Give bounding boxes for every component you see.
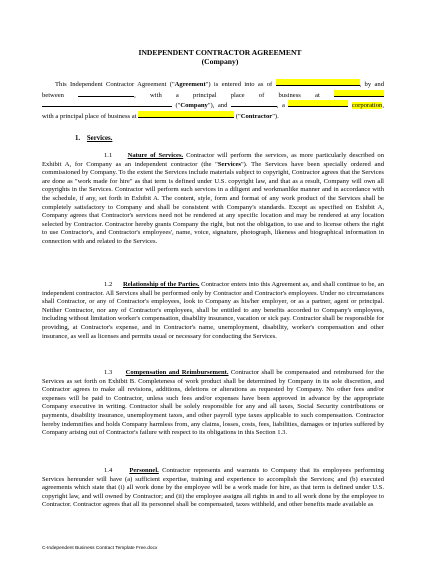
services-term: Services: [217, 160, 241, 168]
paragraph-1-2: 1.2 Relationship of the Parties. Contractor enters into this Agreement as, and shall continue to be, an independent contractor. All Services shall be performed only by Contractor and Contractor's employees. Under no circumstances shall Contractor, or any of Contractor's employees, look to Company as his/her employer, or as a partner, agent or principal. Neither Contractor, nor any of Contractor's employees, shall be entitled to any benefits accorded to Company's employees, including without limitation worker's compensation, disability insurance, vacation or sick pay. Contractor shall be responsible for providing, at Contractor's expense, and in Contractor's name, unemployment, disability, worker's compensation and other insurance, as well as licenses and permits usual or necessary for conducting the Services.: [42, 281, 385, 340]
date-blank-2[interactable]: [346, 79, 360, 86]
paragraph-heading: Personnel.: [129, 467, 159, 474]
agreement-term: Agreement: [174, 81, 206, 88]
paragraph-heading: Compensation and Reimbursement.: [125, 369, 229, 376]
company-address-blank[interactable]: [334, 90, 384, 97]
company-address-blank-2[interactable]: [42, 100, 172, 107]
date-blank[interactable]: [276, 79, 346, 86]
paragraph-heading: Relationship of the Parties.: [122, 281, 200, 288]
company-name-blank[interactable]: [78, 90, 134, 97]
contractor-name-blank[interactable]: [231, 100, 277, 107]
section-1-heading: 1. Services.: [75, 135, 113, 142]
paragraph-1-1: 1.1 Nature of Services. Contractor will perform the services, as more particularly described on Exhibit A, for Company as an independent contractor (the "Services"). The Services have been specially ordered and commissioned by Company. To the extent the Services include materials subject to copyright, Contractor agrees that the Services are done as "work made for hire" as that term is defined under U.S. copyright law, and that as a result, Company will own all copyrights in the Services. Contractor will perform such services in a diligent and workmanlike manner and in accordance with the schedule, if any, set forth in Exhibit A. The content, style, form and format of any work product of the Services shall be completely satisfactory to Company and shall be consistent with Company's standards. Except as specified on Exhibit A, Company agrees that Contractor's services need not be rendered at any specific location and may be rendered at any location selected by Contractor. Contractor hereby grants Company the right, but not the obligation, to use and to license others the right to use Contractor's, and Contractor's employees', name, voice, signature, photograph, likeness and biographical information in connection with and related to the Services.: [42, 152, 385, 245]
paragraph-1-3: 1.3 Compensation and Reimbursement. Contractor shall be compensated and reimbursed for the Services as set forth on Exhibit B. Completeness of work product shall be determined by Company in its sole discretion, and Contractor agrees to make all revisions, additions, deletions or alterations as requested by Company. No other fees and/or expenses will be paid to Contractor, unless such fees and/or expenses have been approved in advance by the appropriate Company executive in writing. Contractor shall be solely responsible for any and all taxes, Social Security contributions or payments, disability insurance, unemployment taxes, and other payroll type taxes applicable to such compensation. Contractor hereby indemnifies and holds Company harmless from, any claims, losses, costs, fees, liabilities, damages or injuries suffered by Company arising out of Contractor's failure with respect to its obligations in this Section 1.3.: [42, 369, 385, 437]
page-footer: C-Independent Business Contract Template Free.docx: [42, 546, 158, 551]
company-term: Company: [180, 102, 208, 110]
contractor-address-blank[interactable]: [138, 111, 234, 118]
document-subtitle: (Company): [201, 57, 239, 66]
document-title: INDEPENDENT CONTRACTOR AGREEMENT: [138, 48, 302, 57]
contractor-term: Contractor: [240, 112, 273, 120]
state-blank[interactable]: [288, 100, 348, 107]
paragraph-heading: Nature of Services.: [127, 152, 184, 159]
intro-paragraph: This Independent Contractor Agreement ("Agreement") is entered into as of , by and between , with a principal place of business at ("Company"), and , a corporation, with a principal place of business at ("Contractor").: [42, 81, 384, 120]
paragraph-1-4: 1.4 Personnel. Contractor represents and warrants to Company that its employees performing Services hereunder will have (a) sufficient expertise, training and experience to accomplish the Services; and (b) executed agreements which state that (i) all work done by the employee will be a work made for hire, as that term is defined under U.S. copyright law, and will owned by Contractor; and (ii) the employee assigns all rights in and to all work done by the employee to Contractor. Contractor agrees that all its personnel shall be compensated, taxes withheld, and other benefits made available as: [42, 467, 384, 509]
corporation-term: corporation: [351, 102, 383, 110]
